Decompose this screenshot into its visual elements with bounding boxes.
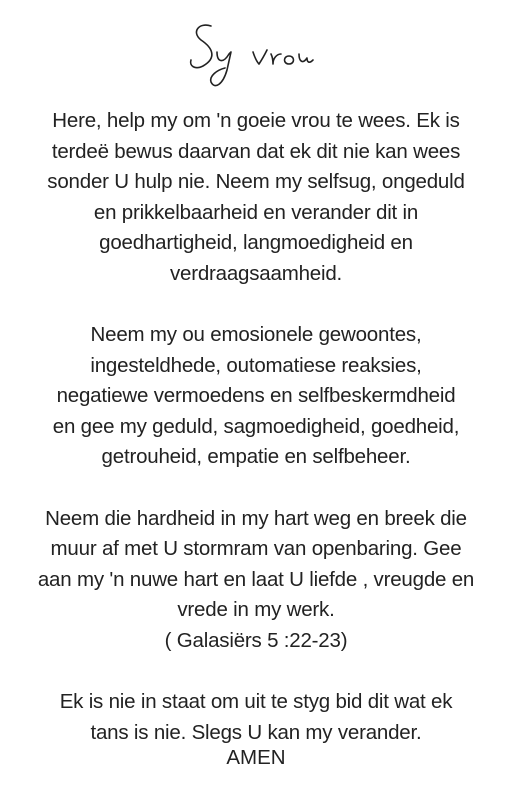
title-text bbox=[0, 18, 1, 19]
paragraph bbox=[30, 504, 482, 657]
scripture-reference: ( Galasiërs 5 :22-23) bbox=[164, 628, 348, 652]
text-line: Here, help my om 'n goeie vrou te wees. Ek is bbox=[52, 109, 460, 132]
paragraph bbox=[30, 106, 482, 289]
text-line: ingesteldhede, outomatiese reaksies, bbox=[90, 353, 422, 377]
text-line: tans is nie. Slegs U kan my verander. bbox=[90, 720, 422, 744]
page-title bbox=[0, 18, 512, 94]
text-line: sonder U hulp nie. Neem my selfsug, ongeduld bbox=[47, 170, 465, 193]
text-line: getrouheid, empatie en selfbeheer. bbox=[101, 445, 411, 468]
paragraph bbox=[30, 320, 482, 473]
text-line: vrede in my werk. bbox=[177, 598, 335, 621]
text-line: muur af met U stormram van openbaring. Gee bbox=[50, 537, 462, 560]
text-line: en prikkelbaarheid en verander dit in bbox=[93, 200, 419, 224]
text-line: verdraagsaamheid. bbox=[169, 261, 343, 285]
text-line: Neem die hardheid in my hart weg en breek die bbox=[45, 506, 467, 530]
text-line: goedhartigheid, langmoedigheid en bbox=[99, 231, 413, 254]
closing-amen: AMEN bbox=[226, 746, 286, 769]
text-line: aan my 'n nuwe hart en laat U liefde , vreugde en bbox=[37, 567, 475, 591]
text-line: terdeë bewus daarvan dat ek dit nie kan wees bbox=[51, 139, 461, 163]
paragraph bbox=[30, 687, 482, 748]
text-line: Ek is nie in staat om uit te styg bid dit wat ek bbox=[59, 690, 453, 713]
prayer-body bbox=[30, 106, 482, 779]
text-line: negatiewe vermoedens en selfbeskermdheid bbox=[56, 384, 456, 407]
text-line: Neem my ou emosionele gewoontes, bbox=[90, 323, 422, 346]
text-line: en gee my geduld, sagmoedigheid, goedheid, bbox=[52, 414, 460, 438]
handwritten-title-logo bbox=[181, 18, 331, 94]
